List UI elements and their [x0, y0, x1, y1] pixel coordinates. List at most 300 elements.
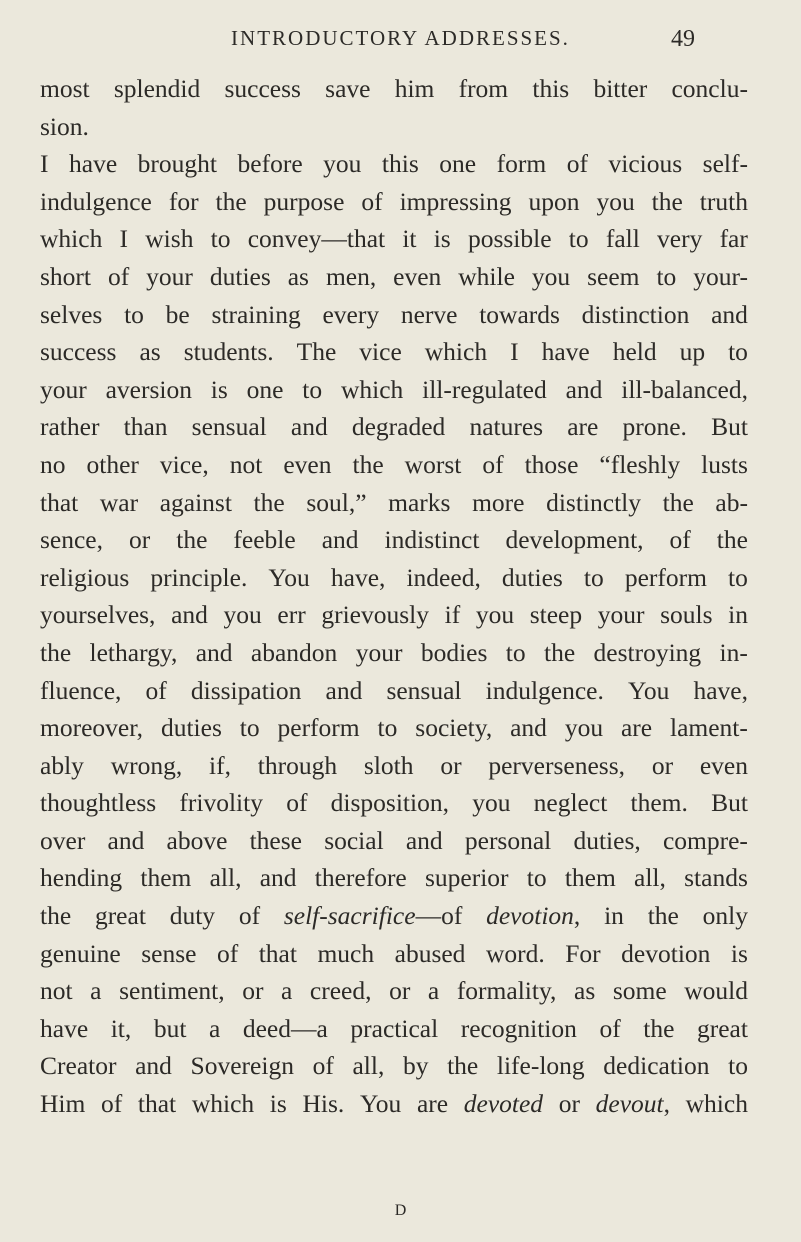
word: to [505, 637, 526, 667]
word: you [564, 713, 604, 743]
body-text [40, 70, 748, 1123]
word: Creator [40, 1051, 117, 1081]
word: souls [660, 600, 713, 630]
word: have [541, 337, 590, 367]
word: worst [404, 449, 462, 479]
word: no [40, 449, 66, 479]
word: marks [388, 487, 451, 517]
word: indistinct [384, 525, 480, 555]
word: personal [464, 825, 552, 855]
word: you [475, 600, 515, 630]
text-line [40, 371, 748, 409]
word: but [153, 1013, 187, 1043]
text-line [40, 559, 748, 597]
text-line [40, 183, 748, 221]
word: even [699, 750, 748, 780]
word: or [242, 976, 264, 1006]
word: principle. [150, 562, 248, 592]
word: or [558, 1089, 580, 1119]
word: selves [40, 299, 103, 329]
word: of [599, 1013, 621, 1043]
word: fluence, [40, 675, 122, 705]
word: over [40, 825, 86, 855]
word: distinction [581, 299, 690, 329]
word: rather [40, 412, 100, 442]
word: and [325, 675, 363, 705]
word: to [728, 1051, 748, 1081]
word: sensual [191, 412, 267, 442]
word: Sovereign [190, 1051, 294, 1081]
word: formality, [456, 976, 557, 1006]
word: all, [352, 1051, 385, 1081]
word: great [696, 1013, 748, 1043]
word: if, [209, 750, 231, 780]
word: and [259, 863, 297, 893]
word: this [381, 149, 419, 179]
word: for [168, 186, 199, 216]
word: of [482, 449, 504, 479]
word: lethargy, [89, 637, 178, 667]
text-line [40, 972, 748, 1010]
word: soul,” [306, 487, 367, 517]
word: and [171, 600, 208, 630]
word: students. [183, 337, 274, 367]
word: towards [479, 299, 560, 329]
word: I [510, 337, 519, 367]
word: grievously [321, 600, 429, 630]
word: far [719, 224, 748, 254]
word: neglect [533, 788, 608, 818]
word: a [208, 1013, 221, 1043]
word: of [669, 525, 691, 555]
word: the [40, 901, 72, 931]
word: duties, [573, 825, 641, 855]
word: impressing [399, 186, 512, 216]
word: is [433, 224, 451, 254]
word: these [249, 825, 302, 855]
word: aversion [105, 374, 192, 404]
word: of [107, 261, 130, 291]
word: every [322, 299, 380, 329]
word: I [40, 149, 49, 179]
word: perform [624, 562, 707, 592]
word: life-long [496, 1051, 585, 1081]
word: be [165, 299, 190, 329]
word: form [496, 149, 547, 179]
word: to [728, 337, 748, 367]
word: “fleshly [599, 449, 681, 479]
word: vice [359, 337, 402, 367]
word: social [324, 825, 384, 855]
word: only [702, 901, 748, 931]
word: through [257, 750, 338, 780]
word: them [140, 863, 192, 893]
word: But [711, 788, 748, 818]
word: For [565, 938, 601, 968]
word: feeble [233, 525, 296, 555]
word: which [191, 1089, 255, 1119]
word: war [99, 487, 139, 517]
word: all, [209, 863, 242, 893]
word: splendid [113, 74, 201, 103]
word: degraded [351, 412, 446, 442]
word: to [526, 863, 547, 893]
word: of [312, 1051, 334, 1081]
word: ably [40, 750, 84, 780]
word: of [361, 186, 383, 216]
word: abused [394, 938, 466, 968]
word: of [101, 1089, 123, 1119]
word: that [40, 487, 79, 517]
word: the [447, 1051, 479, 1081]
word: to [568, 224, 589, 254]
text-line [40, 446, 748, 484]
word: practical [350, 1013, 439, 1043]
word: of [145, 675, 167, 705]
word: sense [141, 938, 197, 968]
word: great [94, 901, 146, 931]
running-head: INTRODUCTORY ADDRESSES. [231, 26, 570, 50]
text-line [40, 258, 748, 296]
text-line [40, 108, 748, 146]
word: of [286, 788, 308, 818]
word: distinctly [546, 487, 641, 517]
word: not [40, 976, 73, 1006]
word: success [40, 337, 117, 367]
word: sence, [40, 525, 104, 555]
word: compre- [662, 825, 748, 855]
word: of [566, 149, 588, 179]
word: prone. [622, 412, 687, 442]
word: men, [325, 261, 377, 291]
word: seem [587, 261, 640, 291]
word: which [424, 337, 488, 367]
word: have, [693, 675, 748, 705]
word: very [657, 224, 703, 254]
word: which [685, 1089, 748, 1119]
word: sensual [386, 675, 462, 705]
word: to [377, 713, 398, 743]
word: the [176, 525, 208, 555]
word: truth [699, 186, 748, 216]
word: while [458, 261, 515, 291]
word: and [107, 825, 145, 855]
text-line [40, 333, 748, 371]
word: even [283, 449, 332, 479]
word: them. [630, 788, 688, 818]
word: this [532, 74, 570, 103]
word: to [124, 299, 144, 329]
text-line [40, 145, 748, 183]
word: society, [415, 713, 493, 743]
word: bodies [420, 637, 488, 667]
word: or [440, 750, 462, 780]
word: as [574, 976, 596, 1006]
word: brought [137, 149, 217, 179]
text-line [40, 220, 748, 258]
word: is [210, 374, 228, 404]
word: and [321, 525, 359, 555]
word: or [129, 525, 151, 555]
word: ill-regulated [422, 374, 547, 404]
word: self-sacrifice—of [283, 901, 463, 931]
word: the [543, 637, 576, 667]
word: other [86, 449, 139, 479]
word: genuine [40, 938, 121, 968]
word: the [40, 637, 72, 667]
word: upon [528, 186, 580, 216]
word: duties [160, 713, 222, 743]
word: the [253, 487, 285, 517]
word: vicious [608, 149, 683, 179]
word: are [567, 412, 599, 442]
word: word. [485, 938, 545, 968]
word: success [224, 74, 301, 103]
word: in [728, 600, 748, 630]
word: ill-balanced, [621, 374, 748, 404]
word: self- [702, 149, 748, 179]
word: to [302, 374, 323, 404]
word: your [355, 637, 403, 667]
word: hending [40, 863, 123, 893]
page-header [0, 14, 801, 54]
word: frivolity [179, 788, 263, 818]
text-line [40, 1085, 748, 1123]
word: in [604, 901, 624, 931]
word: You [359, 1089, 402, 1119]
text-line [40, 296, 748, 334]
word: have, [330, 562, 386, 592]
word: steep [529, 600, 583, 630]
word: the [662, 487, 694, 517]
word: stands [684, 863, 748, 893]
text-line [40, 1010, 748, 1048]
word: are [620, 713, 653, 743]
text-line [40, 521, 748, 559]
word: of [216, 938, 239, 968]
word: and [711, 299, 748, 329]
word: which [340, 374, 404, 404]
word: more [472, 487, 525, 517]
word: one [439, 149, 477, 179]
word: creed, [309, 976, 372, 1006]
text-line [40, 822, 748, 860]
word: from [458, 74, 509, 103]
word: vice, [159, 449, 209, 479]
word: Him [40, 1089, 86, 1119]
word: it [402, 224, 417, 254]
word: disposition, [330, 788, 449, 818]
word: is [269, 1089, 287, 1119]
word: than [123, 412, 168, 442]
word: moreover, [40, 713, 144, 743]
word: bitter [593, 74, 648, 103]
word: one [246, 374, 284, 404]
word: a [281, 976, 293, 1006]
word: it, [110, 1013, 132, 1043]
word: which [40, 224, 103, 254]
word: to [728, 562, 748, 592]
word: You [627, 675, 670, 705]
word: to [656, 261, 677, 291]
word: held [612, 337, 657, 367]
word: indulgence. [485, 675, 604, 705]
word: sion. [40, 111, 89, 141]
word: your [40, 374, 87, 404]
word: a [427, 976, 440, 1006]
word: development, [505, 525, 644, 555]
word: I [119, 224, 129, 254]
word: devout, [595, 1089, 670, 1119]
word: sentiment, [119, 976, 225, 1006]
word: by [402, 1051, 429, 1081]
word: have [69, 149, 118, 179]
word: convey—that [247, 224, 386, 254]
word: nerve [400, 299, 458, 329]
text-line [40, 859, 748, 897]
word: are [416, 1089, 449, 1119]
word: duty [169, 901, 216, 931]
word: straining [211, 299, 301, 329]
word: short [40, 261, 91, 291]
word: thoughtless [40, 788, 157, 818]
text-line [40, 747, 748, 785]
word: the [215, 186, 247, 216]
page-number: 49 [671, 26, 695, 52]
word: not [229, 449, 263, 479]
word: You [268, 562, 310, 592]
word: the [352, 449, 384, 479]
word: in- [719, 637, 748, 667]
word: you [223, 600, 262, 630]
word: natures [469, 412, 544, 442]
word: sloth [363, 750, 414, 780]
word: that [258, 938, 297, 968]
word: wrong, [110, 750, 183, 780]
word: deed—a [242, 1013, 328, 1043]
text-line [40, 709, 748, 747]
word: that [137, 1089, 177, 1119]
word: err [277, 600, 306, 630]
word: a [90, 976, 102, 1006]
word: His. [302, 1089, 345, 1119]
word: you [472, 788, 511, 818]
word: superior [424, 863, 509, 893]
text-line [40, 784, 748, 822]
word: save [325, 74, 371, 103]
word: the [651, 186, 683, 216]
word: devoted [463, 1089, 544, 1119]
word: or [651, 750, 674, 780]
word: wish [145, 224, 194, 254]
word: the [643, 1013, 675, 1043]
word: the [716, 525, 748, 555]
word: and [565, 374, 603, 404]
word: therefore [314, 863, 407, 893]
word: religious [40, 562, 130, 592]
word: much [317, 938, 375, 968]
word: your- [693, 261, 748, 291]
word: devotion [621, 938, 711, 968]
word: you [323, 149, 362, 179]
word: duties [209, 261, 271, 291]
word: to [239, 713, 260, 743]
word: dedication [603, 1051, 710, 1081]
word: your [597, 600, 645, 630]
signature-mark: D [394, 1202, 407, 1219]
word: have [40, 1013, 89, 1043]
word: purpose [263, 186, 345, 216]
word: and [135, 1051, 172, 1081]
word: perform [277, 713, 360, 743]
word: some [612, 976, 667, 1006]
word: the [647, 901, 679, 931]
word: and [195, 637, 233, 667]
word: devotion, [486, 901, 581, 931]
word: those [524, 449, 579, 479]
word: to [210, 224, 231, 254]
word: dissipation [190, 675, 302, 705]
word: destroying [593, 637, 702, 667]
text-line [40, 897, 748, 935]
word: lament- [670, 713, 748, 743]
word: as [139, 337, 161, 367]
word: and [290, 412, 328, 442]
word: yourselves, [40, 600, 156, 630]
word: even [393, 261, 442, 291]
word: and [510, 713, 547, 743]
word: or [389, 976, 411, 1006]
word: as [287, 261, 309, 291]
text-line [40, 408, 748, 446]
word: him [394, 74, 435, 103]
word: abandon [250, 637, 338, 667]
word: them [564, 863, 616, 893]
word: most [40, 74, 90, 103]
text-line [40, 634, 748, 672]
word: possible [467, 224, 552, 254]
text-line [40, 70, 748, 108]
word: indeed, [406, 562, 481, 592]
word: and [405, 825, 443, 855]
word: indulgence [40, 186, 152, 216]
word: to [583, 562, 604, 592]
word: But [711, 412, 748, 442]
word: against [159, 487, 232, 517]
word: before [237, 149, 303, 179]
word: is [730, 938, 748, 968]
word: all, [634, 863, 666, 893]
word: lusts [701, 449, 748, 479]
text-line [40, 672, 748, 710]
word: conclu- [671, 74, 748, 103]
word: The [296, 337, 337, 367]
word: duties [501, 562, 563, 592]
text-line [40, 935, 748, 973]
word: above [166, 825, 228, 855]
word: ab- [715, 487, 748, 517]
word: fall [605, 224, 640, 254]
word: perverseness, [488, 750, 626, 780]
text-line [40, 1047, 748, 1085]
word: would [684, 976, 748, 1006]
text-line [40, 596, 748, 634]
word: up [679, 337, 706, 367]
text-line [40, 484, 748, 522]
word: recognition [460, 1013, 577, 1043]
word: you [531, 261, 571, 291]
word: you [596, 186, 635, 216]
